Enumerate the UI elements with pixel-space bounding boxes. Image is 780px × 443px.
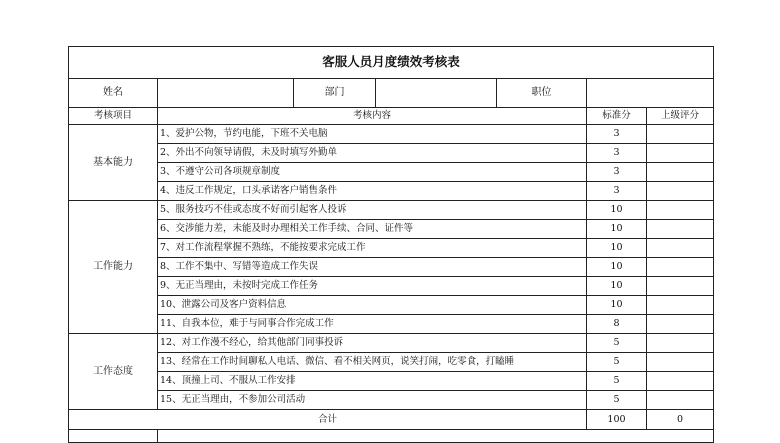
name-field[interactable] (158, 79, 294, 108)
item-text: 13、经常在工作时间聊私人电话、微信、看不相关网页，说笑打闹，吃零食，打瞌睡 (158, 353, 587, 372)
total-label: 合计 (69, 410, 587, 430)
column-header-row (69, 108, 714, 125)
item-score: 3 (587, 163, 647, 182)
sheet-title: 客服人员月度绩效考核表 (69, 47, 714, 79)
item-text: 4、违反工作规定，口头承诺客户销售条件 (158, 182, 587, 201)
item-text: 7、对工作流程掌握不熟练，不能按要求完成工作 (158, 239, 587, 258)
item-review-field[interactable] (647, 144, 714, 163)
item-review-field[interactable] (647, 258, 714, 277)
item-text: 10、泄露公司及客户资料信息 (158, 296, 587, 315)
item-review-field[interactable] (647, 182, 714, 201)
item-review-field[interactable] (647, 277, 714, 296)
item-score: 5 (587, 334, 647, 353)
total-row (69, 410, 714, 430)
header-score: 标准分 (587, 108, 647, 125)
item-review-field[interactable] (647, 391, 714, 410)
category-cell: 工作能力 (69, 201, 158, 334)
header-content: 考核内容 (158, 108, 587, 125)
table-row (69, 258, 714, 277)
item-score: 10 (587, 239, 647, 258)
table-row (69, 315, 714, 334)
item-review-field[interactable] (647, 315, 714, 334)
item-score: 3 (587, 125, 647, 144)
table-row (69, 201, 714, 220)
item-score: 10 (587, 201, 647, 220)
dept-field[interactable] (376, 79, 497, 108)
item-text: 9、无正当理由，未按时完成工作任务 (158, 277, 587, 296)
item-review-field[interactable] (647, 239, 714, 258)
table-row (69, 182, 714, 201)
item-text: 2、外出不向领导请假，未及时填写外勤单 (158, 144, 587, 163)
table-row (69, 163, 714, 182)
table-row (69, 144, 714, 163)
table-row (69, 125, 714, 144)
item-review-field[interactable] (647, 372, 714, 391)
item-text: 8、工作不集中、写错等造成工作失误 (158, 258, 587, 277)
table-row (69, 296, 714, 315)
position-field[interactable] (587, 79, 714, 108)
appraisal-table (68, 46, 714, 443)
appraisal-sheet (68, 46, 713, 443)
item-score: 10 (587, 258, 647, 277)
total-score: 100 (587, 410, 647, 430)
item-review-field[interactable] (647, 334, 714, 353)
item-review-field[interactable] (647, 220, 714, 239)
item-text: 1、爱护公物，节约电能，下班不关电脑 (158, 125, 587, 144)
item-score: 10 (587, 220, 647, 239)
position-label: 职位 (497, 79, 587, 108)
item-review-field[interactable] (647, 163, 714, 182)
item-text: 15、无正当理由，不参加公司活动 (158, 391, 587, 410)
info-row (69, 79, 714, 108)
item-text: 5、服务技巧不佳或态度不好而引起客人投诉 (158, 201, 587, 220)
item-score: 3 (587, 182, 647, 201)
item-text: 11、自我本位，难于与同事合作完成工作 (158, 315, 587, 334)
table-row (69, 372, 714, 391)
item-text: 12、对工作漫不经心，给其他部门同事投诉 (158, 334, 587, 353)
item-score: 5 (587, 372, 647, 391)
table-row (69, 334, 714, 353)
category-cell: 基本能力 (69, 125, 158, 201)
item-score: 5 (587, 353, 647, 372)
item-score: 3 (587, 144, 647, 163)
table-row (69, 277, 714, 296)
item-text: 6、交涉能力差，未能及时办理相关工作手续、合同、证件等 (158, 220, 587, 239)
name-label: 姓名 (69, 79, 158, 108)
dept-label: 部门 (294, 79, 376, 108)
item-review-field[interactable] (647, 125, 714, 144)
table-row (69, 220, 714, 239)
table-row (69, 353, 714, 372)
category-cell: 工作态度 (69, 334, 158, 410)
table-row (69, 391, 714, 410)
item-text: 3、不遵守公司各项规章制度 (158, 163, 587, 182)
item-score: 10 (587, 277, 647, 296)
table-row (69, 239, 714, 258)
item-review-field[interactable] (647, 296, 714, 315)
item-review-field[interactable] (647, 201, 714, 220)
item-score: 5 (587, 391, 647, 410)
header-review: 上级评分 (647, 108, 714, 125)
header-item: 考核项目 (69, 108, 158, 125)
item-text: 14、顶撞上司、不服从工作安排 (158, 372, 587, 391)
item-score: 8 (587, 315, 647, 334)
item-score: 10 (587, 296, 647, 315)
total-review: 0 (647, 410, 714, 430)
item-review-field[interactable] (647, 353, 714, 372)
